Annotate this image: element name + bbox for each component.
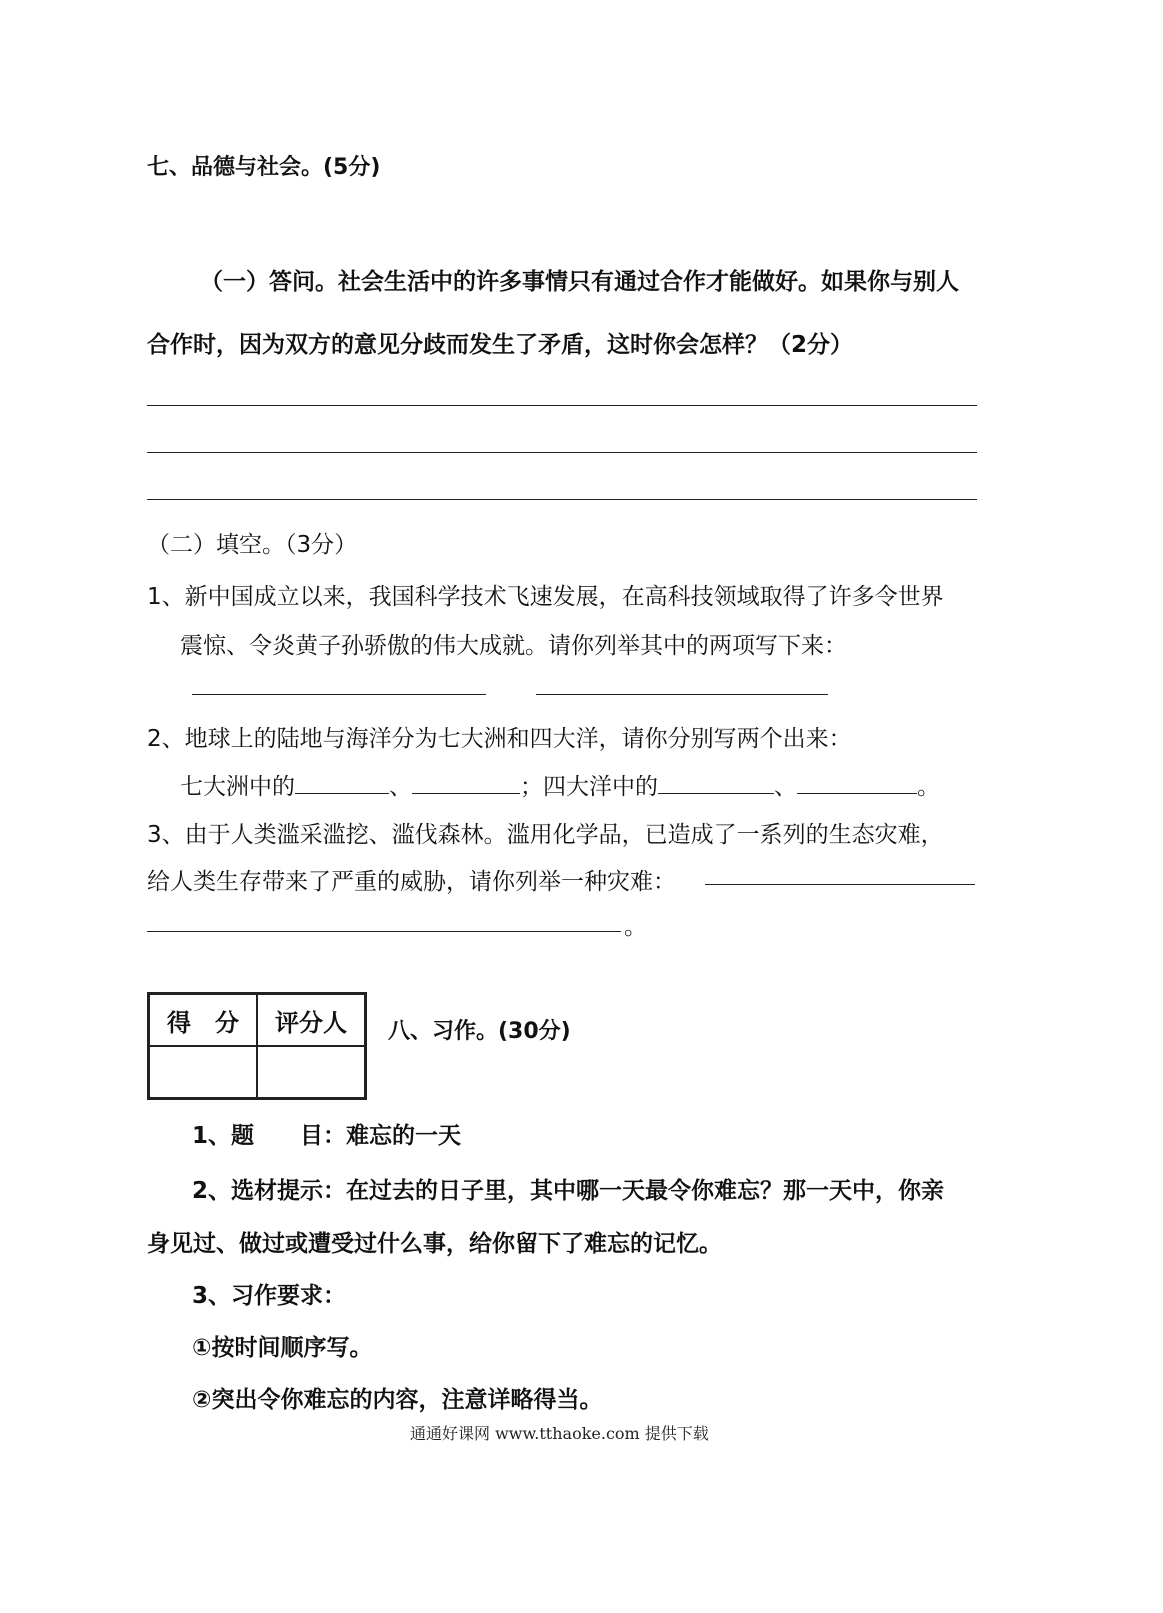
fill-q2-blank-2[interactable] <box>412 771 520 794</box>
fill-q2-blank-4[interactable] <box>797 771 917 794</box>
fill-q3-end: 。 <box>624 914 647 940</box>
q2-sep-2: 、 <box>774 774 797 800</box>
essay-requirement-1: ①按时间顺序写。 <box>192 1335 373 1361</box>
fill-q3-line-2: 给人类生存带来了严重的威胁，请你列举一种灾难： <box>147 869 676 895</box>
fill-q2-line-1: 2、地球上的陆地与海洋分为七大洲和四大洋，请你分别写两个出来： <box>147 726 852 752</box>
answer-line-1[interactable] <box>147 405 977 406</box>
essay-hint-line-1: 2、选材提示：在过去的日子里，其中哪一天最令你难忘？那一天中，你亲 <box>192 1178 945 1204</box>
essay-requirements-title: 3、习作要求： <box>192 1283 347 1309</box>
score-cell[interactable] <box>149 1046 258 1099</box>
fill-q1-blank-2[interactable] <box>536 694 828 695</box>
q2-mid: ；四大洋中的 <box>520 774 658 800</box>
answer-line-3[interactable] <box>147 499 977 500</box>
answer-line-2[interactable] <box>147 452 977 453</box>
q2-prefix: 七大洲中的 <box>180 774 295 800</box>
question-1-text-line-1: （一）答问。社会生活中的许多事情只有通过合作才能做好。如果你与别人 <box>200 269 959 295</box>
essay-topic: 1、题 目：难忘的一天 <box>192 1123 462 1149</box>
fill-q2-blank-1[interactable] <box>295 771 389 794</box>
part-2-title: （二）填空。（3分） <box>147 532 358 558</box>
section-7-title: 七、品德与社会。(5分) <box>147 155 381 180</box>
question-1-text-line-2: 合作时，因为双方的意见分歧而发生了矛盾，这时你会怎样？（2分） <box>147 332 854 358</box>
q2-sep-1: 、 <box>389 774 412 800</box>
fill-q1-line-2: 震惊、令炎黄子孙骄傲的伟大成就。请你列举其中的两项写下来： <box>180 633 847 659</box>
score-table <box>147 992 367 1100</box>
grader-header: 评分人 <box>257 994 366 1047</box>
essay-requirement-2: ②突出令你难忘的内容，注意详略得当。 <box>192 1387 603 1413</box>
score-header: 得 分 <box>149 994 258 1047</box>
footer-text: 通通好课网 www.tthaoke.com 提供下载 <box>410 1424 709 1443</box>
q2-end: 。 <box>917 774 940 800</box>
fill-q1-blank-1[interactable] <box>192 694 486 695</box>
fill-q3-blank-1[interactable] <box>705 884 975 885</box>
fill-q2-line-2 <box>180 768 940 801</box>
fill-q3-line-1: 3、由于人类滥采滥挖、滥伐森林。滥用化学品，已造成了一系列的生态灾难， <box>147 822 944 848</box>
essay-hint-line-2: 身见过、做过或遭受过什么事，给你留下了难忘的记忆。 <box>147 1231 722 1257</box>
grader-cell[interactable] <box>257 1046 366 1099</box>
fill-q1-line-1: 1、新中国成立以来，我国科学技术飞速发展，在高科技领域取得了许多令世界 <box>147 584 944 610</box>
section-8-title: 八、习作。(30分) <box>388 1019 571 1044</box>
fill-q3-blank-2[interactable] <box>147 931 621 932</box>
fill-q2-blank-3[interactable] <box>658 771 774 794</box>
